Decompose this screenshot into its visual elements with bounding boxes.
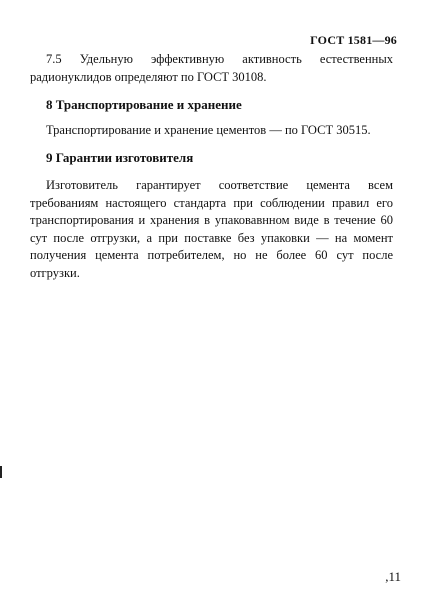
page-number: ,11 [385, 569, 401, 584]
section-7-5-paragraph [30, 51, 393, 86]
section-8-heading: 8 Транспортирование и хранение [46, 97, 242, 112]
section-9-paragraph [30, 177, 393, 282]
section-8-text: Транспортирование и хранение цементов — по ГОСТ 30515. [46, 123, 371, 137]
section-9-heading: 9 Гарантии изготовителя [46, 150, 194, 165]
standard-code-header: ГОСТ 1581—96 [310, 33, 397, 47]
section-9-text: Изготовитель гарантирует соответствие цемента всем требованиям настоящего стандарта при соблюдении правил его транспортирования и хранения в упаковавнном виде в течение 60 сут после отгрузки, а при поставке без упаковки — на момент получения цемента потребителем, но не более 60 сут после отгрузки. [30, 178, 393, 280]
scan-edge-mark [0, 466, 2, 478]
section-8-paragraph [30, 122, 393, 140]
section-7-5-text: 7.5 Удельную эффективную активность естественных радионуклидов определяют по ГОСТ 30108. [30, 52, 393, 84]
